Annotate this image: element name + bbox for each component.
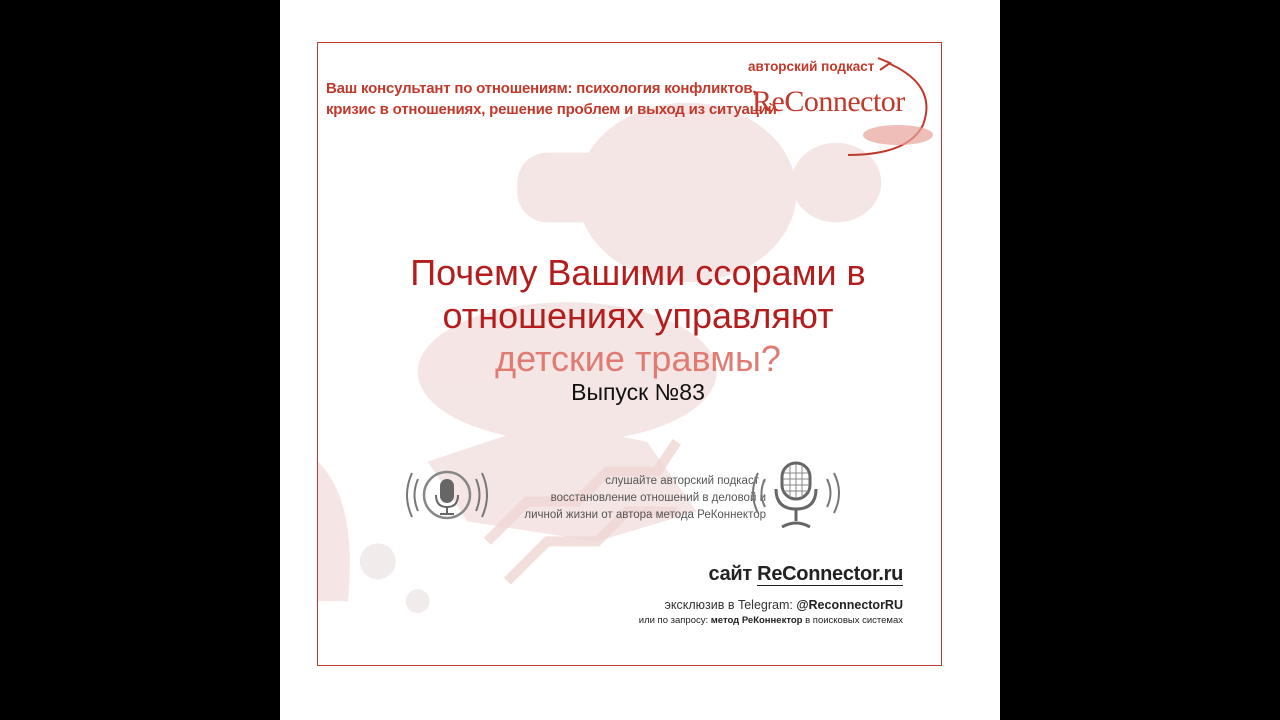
listen-line: личной жизни от автора метода РеКоннектор <box>524 509 766 521</box>
episode-title <box>358 251 918 380</box>
telegram-line <box>665 598 903 612</box>
title-line-1: Почему Вашими ссорами в <box>410 252 866 293</box>
search-hint <box>639 615 903 626</box>
cover-panel <box>280 0 1000 720</box>
website-link[interactable]: ReConnector.ru <box>757 563 903 585</box>
brand-logo: ReConnector <box>752 85 905 118</box>
telegram-handle[interactable]: @ReconnectorRU <box>796 598 903 612</box>
search-suffix: в поисковых системах <box>805 615 903 626</box>
listen-description <box>486 473 766 524</box>
website-prefix: сайт <box>708 563 752 585</box>
listen-line: слушайте авторский подкаст - <box>605 475 766 487</box>
listen-line: восстановление отношений в деловой и <box>550 492 766 504</box>
tagline-line: кризис в отношениях, решение проблем и выход из ситуаций <box>326 101 777 118</box>
tagline <box>326 78 777 120</box>
episode-number: Выпуск №83 <box>571 379 705 405</box>
cover-frame <box>317 42 942 666</box>
tagline-line: Ваш консультант по отношениям: психология конфликтов, <box>326 80 757 97</box>
search-term: метод РеКоннектор <box>710 615 803 626</box>
title-line-2: отношениях управляют <box>442 295 834 336</box>
microphone-right-icon <box>748 459 844 533</box>
microphone-left-icon <box>398 461 496 529</box>
title-line-3: детские травмы? <box>495 338 781 379</box>
website-line <box>709 563 903 586</box>
telegram-prefix: эксклюзив в Telegram: <box>664 598 793 612</box>
search-prefix: или по запросу: <box>638 615 709 626</box>
podcast-kicker: авторский подкаст <box>748 59 875 74</box>
